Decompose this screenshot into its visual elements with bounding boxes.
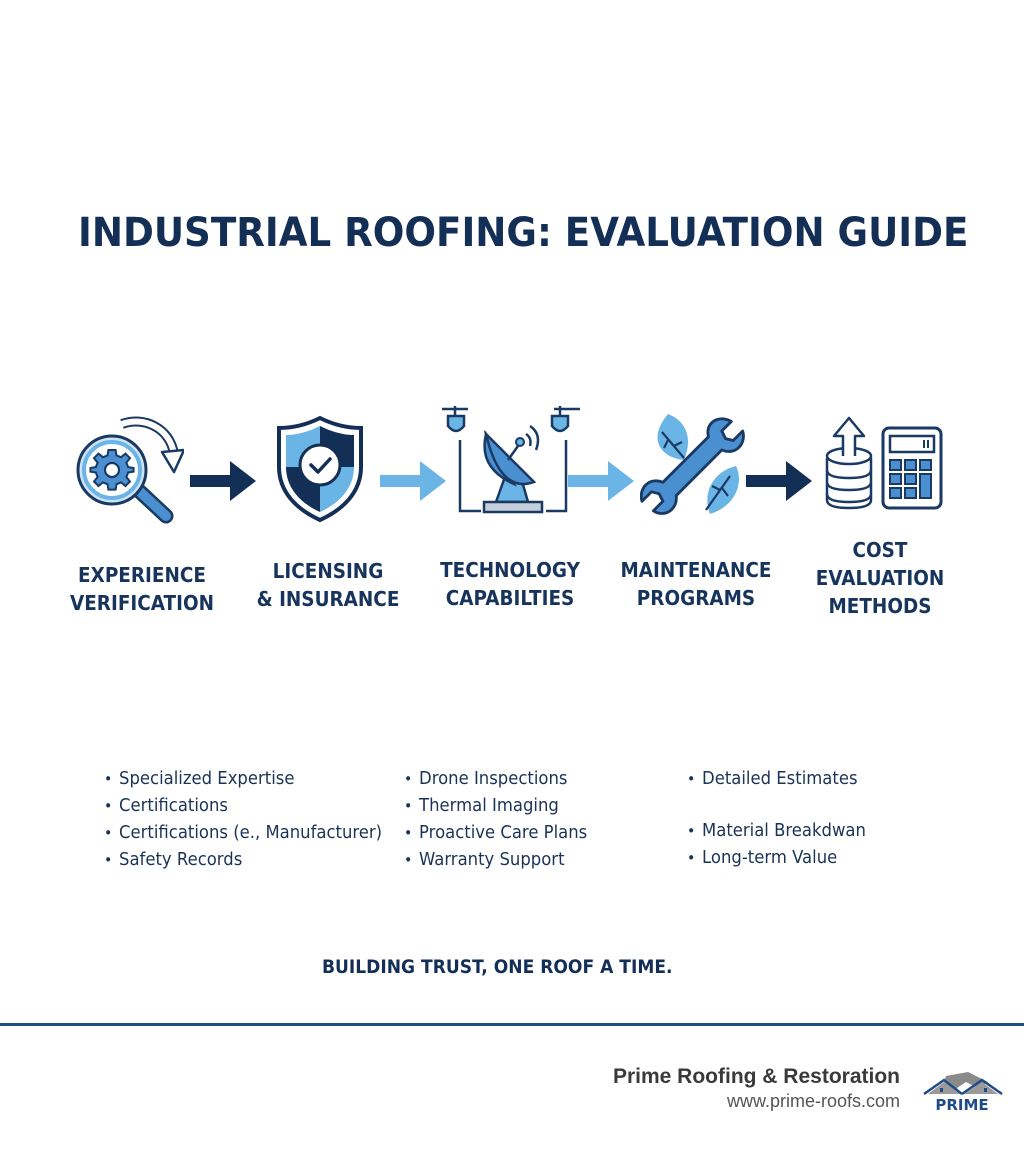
- bullet-list-cost: [687, 766, 877, 872]
- bullet-list-experience: [104, 766, 400, 874]
- step-label-licensing: LICENSING & INSURANCE: [256, 559, 400, 611]
- brand-name: Prime Roofing & Restoration: [612, 1065, 900, 1088]
- bullet-list-technology: [404, 766, 599, 874]
- brand-url[interactable]: www.prime-roofs.com: [726, 1091, 900, 1111]
- shield-check-icon: [276, 415, 364, 523]
- list-item: • Thermal Imaging: [404, 793, 587, 820]
- step-label-experience: EXPERIENCE VERIFICATION: [69, 563, 214, 615]
- list-item: • Proactive Care Plans: [404, 820, 587, 847]
- step-label-maintenance: MAINTENANCE PROGRAMS: [620, 558, 772, 610]
- wrench-leaves-icon: [640, 410, 750, 525]
- prime-logo-icon: [918, 1072, 1006, 1112]
- step-label-technology: TECHNOLOGY CAPABILTIES: [440, 558, 580, 610]
- list-item: • Drone Inspections: [404, 766, 587, 793]
- list-item: • Long-term Value: [687, 845, 866, 872]
- footer-divider: [0, 1023, 1024, 1026]
- arrow-right-icon: [568, 461, 634, 501]
- list-item: • Detailed Estimates: [687, 766, 866, 793]
- page-title: INDUSTRIAL ROOFING: EVALUATION GUIDE: [78, 210, 969, 256]
- list-item: • Certifications: [104, 793, 382, 820]
- coins-calculator-icon: [824, 412, 944, 512]
- list-item: • Safety Records: [104, 847, 382, 874]
- tagline: BUILDING TRUST, ONE ROOF A TIME.: [322, 956, 673, 978]
- magnifier-gear-icon: [74, 410, 184, 525]
- list-item: • Specialized Expertise: [104, 766, 382, 793]
- arrow-right-icon: [746, 461, 812, 501]
- list-item: • Material Breakdwan: [687, 818, 866, 845]
- list-item: • Certifications (e., Manufacturer): [104, 820, 382, 847]
- satellite-dish-icon: [436, 404, 582, 520]
- logo-text: PRIME: [935, 1096, 989, 1112]
- step-label-cost: COST EVALUATION METHODS: [815, 538, 945, 618]
- list-item: • Warranty Support: [404, 847, 587, 874]
- arrow-right-icon: [190, 461, 256, 501]
